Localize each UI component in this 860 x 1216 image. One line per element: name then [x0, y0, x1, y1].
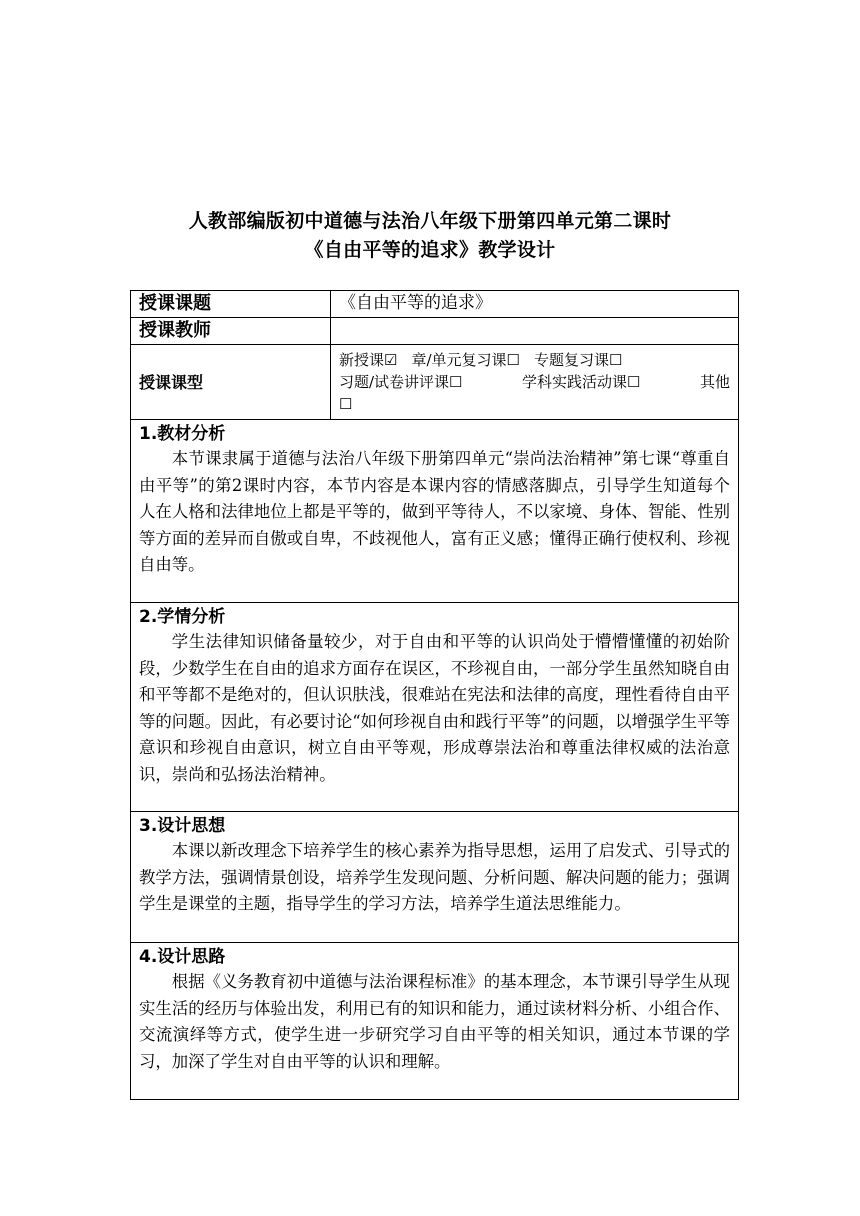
section-body: 本节课隶属于道德与法治八年级下册第四单元“崇尚法治精神”第七课“尊重自由平等”的第2课时内容，本节内容是本课内容的情感落脚点，引导学生知道每个人在人格和法律地位上都是平等的，做到平等待人，不以家境、身体、智能、性别等方面的差异而自傲或自卑，不歧视他人，富有正义感；懂得正确行使权利、珍视自由等。 [139, 449, 730, 575]
lesson-plan-table [130, 290, 739, 1100]
section-heading: 1.教材分析 [139, 424, 226, 444]
title-line-1: 人教部编版初中道德与法治八年级下册第四单元第二课时 [188, 210, 672, 232]
section-heading: 2.学情分析 [139, 607, 226, 627]
topic-value: 《自由平等的追求》 [339, 293, 492, 313]
section-body: 根据《义务教育初中道德与法治课程标准》的基本理念，本节课引导学生从现实生活的经历与体验出发，利用已有的知识和能力，通过读材料分析、小组合作、交流演绎等方式，使学生进一步研究学习自由平等的相关知识，通过本节课的学习，加深了学生对自由平等的认识和理解。 [139, 972, 730, 1071]
section-row-textbook-analysis [131, 420, 739, 603]
option-chapter-review[interactable]: 章/单元复习课☐ [411, 351, 520, 369]
section-body: 本课以新改理念下培养学生的核心素养为指导思想，运用了启发式、引导式的教学方法，强调情景创设，培养学生发现问题、分析问题、解决问题的能力；强调学生是课堂的主题，指导学生的学习方法，培养学生道法思维能力。 [139, 841, 730, 914]
section-row-design-approach [131, 943, 739, 1100]
section-row-student-analysis [131, 603, 739, 812]
topic-row [131, 291, 739, 318]
type-options-line-2 [339, 371, 730, 393]
document-title [0, 207, 860, 265]
option-new-lesson[interactable]: 新授课☑ [339, 351, 398, 369]
option-other-checkbox[interactable]: ☐ [339, 395, 353, 413]
section-heading: 4.设计思路 [139, 947, 226, 967]
title-line-2: 《自由平等的追求》教学设计 [304, 239, 556, 261]
lesson-type-options [331, 345, 739, 420]
section-row-design-idea [131, 812, 739, 943]
topic-label: 授课课题 [139, 293, 211, 314]
section-body: 学生法律知识储备量较少，对于自由和平等的认识尚处于懵懵懂懂的初始阶段，少数学生在自由的追求方面存在误区，不珍视自由，一部分学生虽然知晓自由和平等都不是绝对的，但认识肤浅，很难站在宪法和法律的高度，理性看待自由平等的问题。因此，有必要讨论“如何珍视自由和践行平等”的问题，以增强学生平等意识和珍视自由意识，树立自由平等观，形成尊崇法治和尊重法律权威的法治意识，崇尚和弘扬法治精神。 [139, 632, 730, 784]
option-exercise-review[interactable]: 习题/试卷讲评课☐ [339, 373, 463, 391]
section-heading: 3.设计思想 [139, 816, 226, 836]
teacher-row [131, 318, 739, 345]
type-options-line-1 [339, 349, 730, 371]
option-practice-activity[interactable]: 学科实践活动课☐ [522, 373, 641, 391]
option-other[interactable]: 其他 [699, 373, 730, 391]
teacher-label: 授课教师 [139, 320, 211, 341]
lesson-type-label: 授课课型 [139, 372, 204, 392]
option-topic-review[interactable]: 专题复习课☐ [533, 351, 623, 369]
lesson-type-row [131, 345, 739, 420]
